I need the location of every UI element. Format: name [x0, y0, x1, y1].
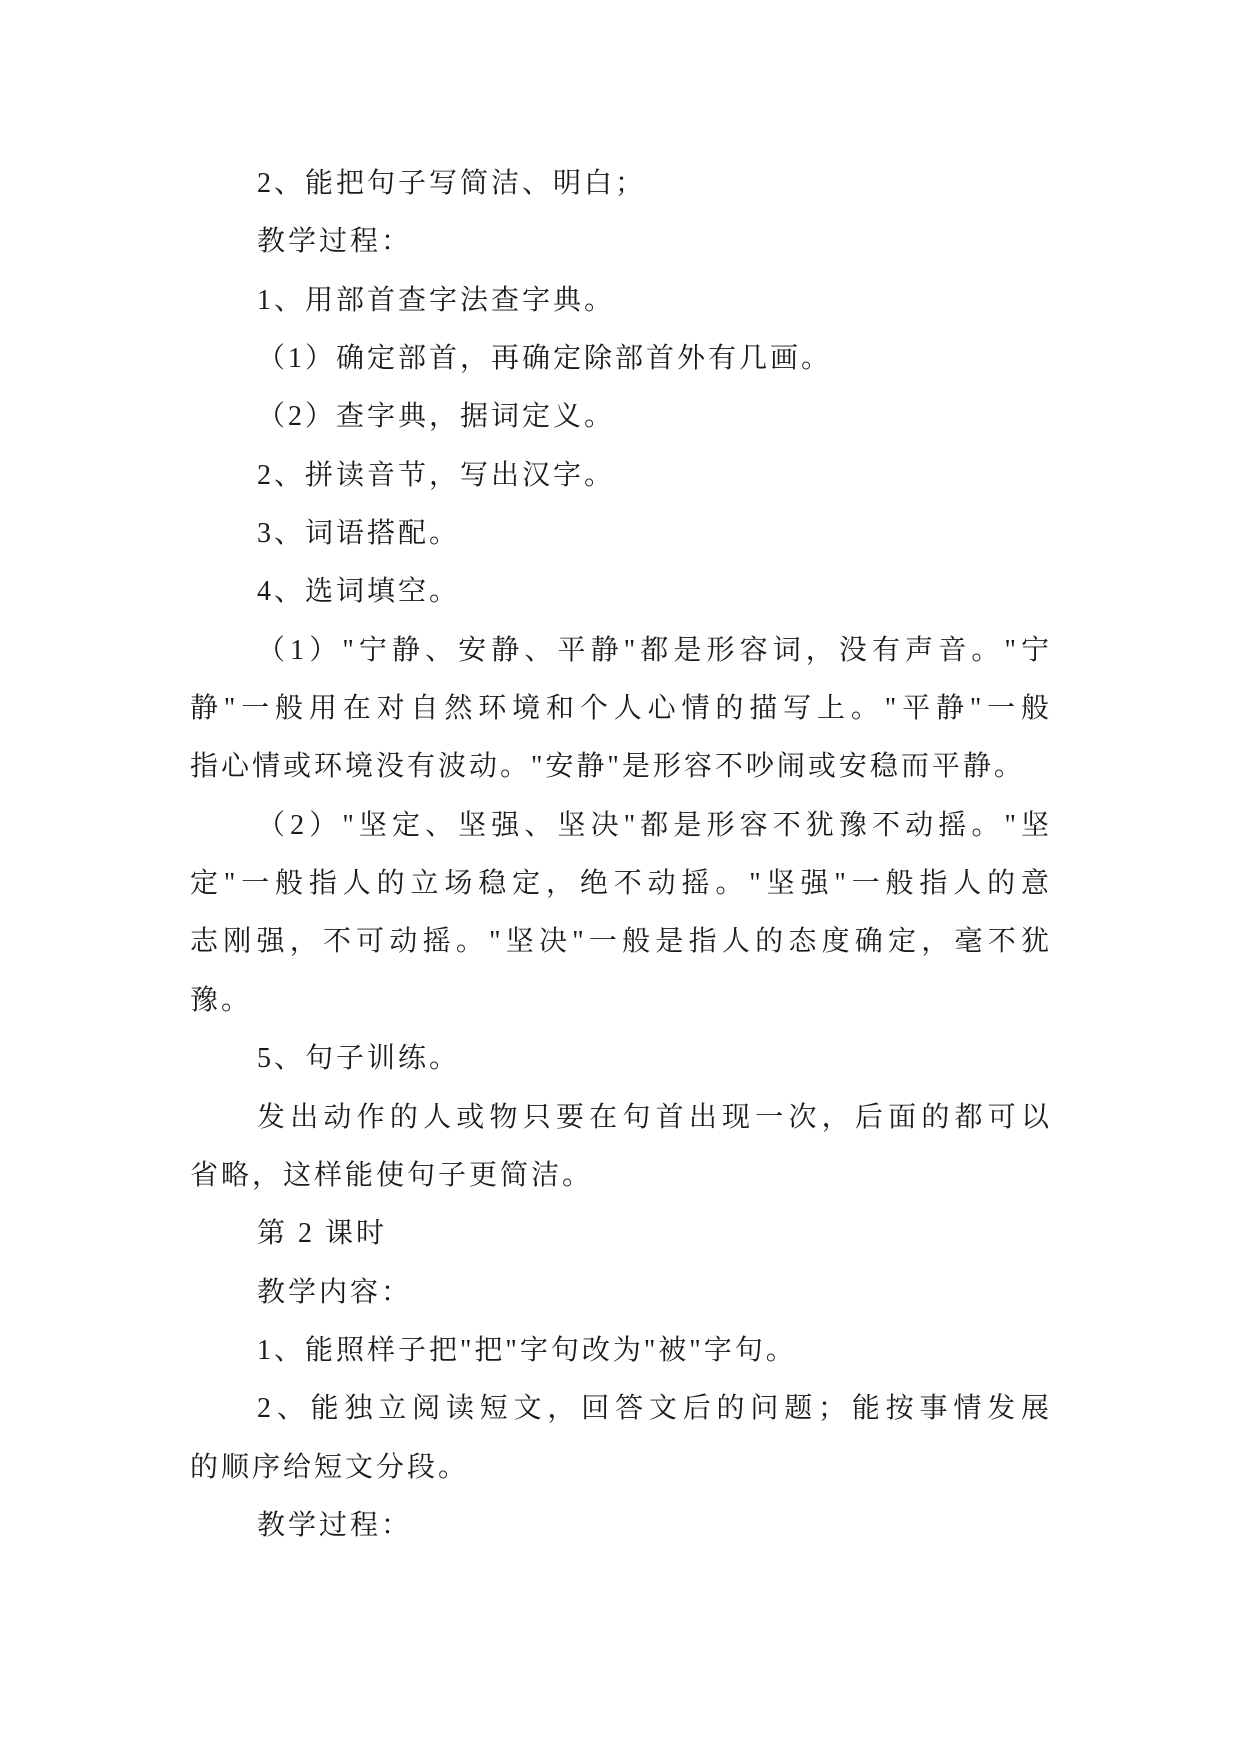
text-line: 静"一般用在对自然环境和个人心情的描写上。"平静"一般 [190, 693, 1051, 725]
section-heading-teaching-process-2 [190, 1497, 1051, 1555]
text-line: 2、能把句子写简洁、明白； [257, 168, 647, 199]
text-line: 1、能照样子把"把"字句改为"被"字句。 [257, 1334, 797, 1366]
text-line: 2、能独立阅读短文，回答文后的问题；能按事情发展 [257, 1393, 1051, 1425]
text-line: （1）"宁静、安静、平静"都是形容词，没有声音。"宁 [257, 634, 1051, 666]
word-choice-explanation-2 [190, 797, 1051, 1030]
text-line: 教学内容： [257, 1276, 413, 1308]
text-line: 的顺序给短文分段。 [190, 1451, 470, 1483]
process-step-4 [190, 563, 1051, 621]
text-line: 指心情或环境没有波动。"安静"是形容不吵闹或安稳而平静。 [190, 751, 1025, 783]
text-line: 5、句子训练。 [257, 1043, 461, 1075]
text-line: 豫。 [190, 984, 253, 1016]
text-line: （1）确定部首，再确定除部首外有几画。 [257, 343, 833, 375]
process-step-5 [190, 1030, 1051, 1088]
text-line: 教学过程： [257, 226, 413, 258]
document-body [190, 155, 1051, 1555]
content-item-2 [190, 1380, 1051, 1497]
text-line: 第 2 课时 [257, 1218, 388, 1250]
text-line: 发出动作的人或物只要在句首出现一次，后面的都可以 [257, 1101, 1051, 1133]
text-line: （2）"坚定、坚强、坚决"都是形容不犹豫不动摇。"坚 [257, 809, 1051, 841]
sentence-training-note [190, 1089, 1051, 1206]
text-line: 定"一般指人的立场稳定，绝不动摇。"坚强"一般指人的意 [190, 868, 1051, 900]
text-line: 省略，这样能使句子更简洁。 [190, 1159, 594, 1191]
text-line: 3、词语搭配。 [257, 518, 461, 550]
objective-item-2 [190, 155, 1051, 213]
word-choice-explanation-1 [190, 622, 1051, 797]
text-line: （2）查字典，据词定义。 [257, 401, 616, 433]
process-step-1 [190, 272, 1051, 330]
text-line: 教学过程： [257, 1509, 413, 1541]
process-substep-2 [190, 388, 1051, 446]
process-step-3 [190, 505, 1051, 563]
text-line: 2、拼读音节，写出汉字。 [257, 459, 616, 491]
section-heading-teaching-process [190, 213, 1051, 271]
process-substep-1 [190, 330, 1051, 388]
text-line: 1、用部首查字法查字典。 [257, 284, 616, 316]
text-line: 志刚强，不可动摇。"坚决"一般是指人的态度确定，毫不犹 [190, 926, 1051, 958]
section-heading-teaching-content [190, 1264, 1051, 1322]
process-step-2 [190, 447, 1051, 505]
text-line: 4、选词填空。 [257, 576, 461, 608]
lesson-heading [190, 1205, 1051, 1263]
content-item-1 [190, 1322, 1051, 1380]
